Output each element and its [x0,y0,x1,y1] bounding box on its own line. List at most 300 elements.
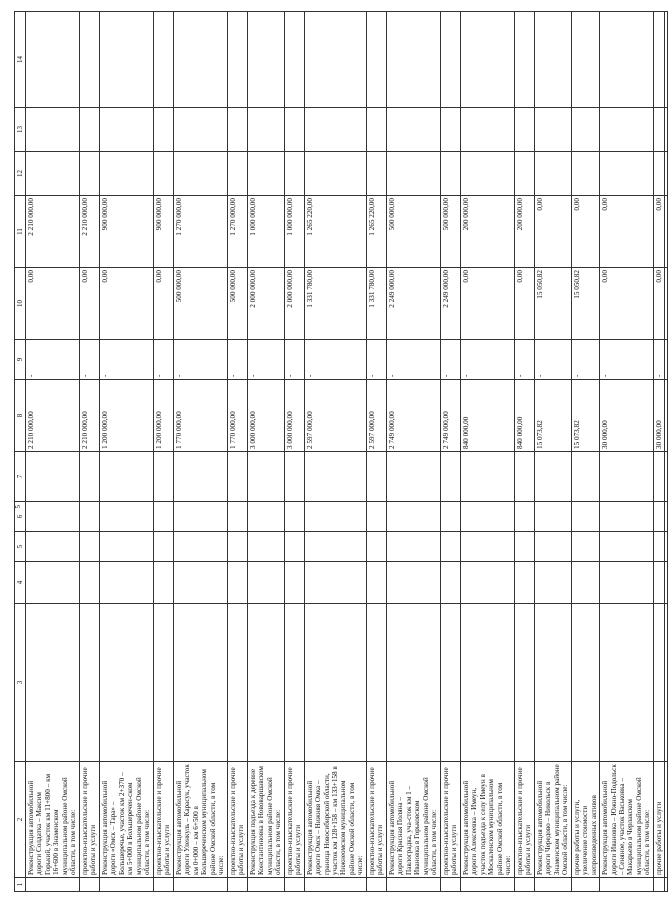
table-cell [386,502,440,532]
table-cell [79,452,99,502]
table-cell [99,532,153,562]
table-cell [99,604,153,762]
table-cell: 0,00 [571,196,599,268]
table-cell [514,152,534,196]
table-cell [26,604,80,762]
table-cell [665,196,668,268]
table-cell [227,532,247,562]
table-row [99,12,153,892]
table-cell [173,152,227,196]
table-cell [600,452,654,502]
table-cell [386,532,440,562]
table-cell [665,604,668,762]
table-cell [571,152,599,196]
table-cell [247,562,284,604]
table-cell [304,878,366,892]
table-cell [366,532,386,562]
table-cell [173,562,227,604]
table-cell [386,12,440,108]
table-cell [99,12,153,108]
budget-table [14,11,668,892]
table-cell [600,604,654,762]
table-cell: 1 770 000,00 [227,380,247,452]
table-cell: - [460,340,514,380]
table-cell: 840 000,00 [514,380,534,452]
table-cell [153,532,173,562]
table-cell [79,502,99,532]
table-cell [79,878,99,892]
table-cell [153,502,173,532]
table-cell [665,532,668,562]
table-cell: Реконструкция автомобильной дороги Солдатка – Максим Горький, участок км 11+800 – км 16+600 в Знаменском муниципальном районе Омской области, в том числе: [26,762,80,878]
table-cell [227,452,247,502]
table-cell [247,878,284,892]
table-cell [247,152,284,196]
table-cell [514,502,534,532]
table-cell [227,108,247,152]
table-cell [304,532,366,562]
table-cell: 500 000,00 [173,268,227,340]
table-cell: 1 200 000,00 [153,380,173,452]
table-cell [99,878,153,892]
table-cell [227,12,247,108]
table-cell [227,878,247,892]
table-cell: 1 770 000,00 [173,380,227,452]
table-cell [247,108,284,152]
table-cell [79,108,99,152]
header-cell: 13 [15,108,26,152]
table-cell [153,152,173,196]
table-cell [534,12,571,108]
table-row [26,12,80,892]
table-cell [304,604,366,762]
table-cell [247,452,284,502]
table-cell: Реконструкция автомобильной дороги Чередово – Никольск в Знаменском муниципальном районе Омской области, в том числе: [534,762,571,878]
table-cell: 1 331 780,00 [366,268,386,340]
table-cell [153,562,173,604]
table-cell [173,604,227,762]
table-cell [440,452,460,502]
page-number: 5 [14,505,22,509]
table-cell: 0,00 [653,196,664,268]
table-cell [26,12,80,108]
table-cell: 2 210 000,00 [79,196,99,268]
table-row [653,12,664,892]
table-cell: - [153,340,173,380]
table-row [366,12,386,892]
table-row [534,12,571,892]
table-cell [304,562,366,604]
table-cell: проектно-изыскательские и прочие работы и услуги [366,762,386,878]
table-cell [600,562,654,604]
table-sheet [14,12,663,892]
table-cell [173,878,227,892]
table-row [386,12,440,892]
table-cell: - [247,340,284,380]
table-cell [284,108,304,152]
table-cell [460,502,514,532]
table-cell [173,532,227,562]
table-cell [284,604,304,762]
table-cell [665,340,668,380]
table-cell [386,152,440,196]
table-cell [79,152,99,196]
header-cell [15,502,26,532]
table-cell [284,562,304,604]
table-cell: Реконструкция автомобильной дороги Омск – Нижняя Омка – граница Новосибирской области, участок км 128+158 – км 133+158 в Нижнеомском муниципальном районе Омской области, в том числе: [304,762,366,878]
table-cell [600,152,654,196]
table-cell [460,152,514,196]
table-row [153,12,173,892]
table-cell [79,12,99,108]
table-cell: Реконструкция автомобильной дороги «Омск – Тара» – Большеречье, участок км 2+370 – км 5+000 в Большеречен-ском муниципальном районе Омской области, в том числе: [99,762,153,878]
table-cell: 500 000,00 [440,196,460,268]
table-cell: 1 265 220,00 [366,196,386,268]
table-cell: 1 000 000,00 [284,196,304,268]
table-cell: - [227,340,247,380]
table-cell: - [600,340,654,380]
table-cell [665,502,668,532]
table-cell: проектно-изыскательские и прочие работы и услуги [284,762,304,878]
table-cell: 2 749 000,00 [386,380,440,452]
table-cell [571,452,599,502]
table-cell: 0,00 [99,268,153,340]
table-cell: 0,00 [26,268,80,340]
header-cell: 8 [15,380,26,452]
table-cell [571,502,599,532]
table-cell [366,878,386,892]
table-cell [665,268,668,340]
table-cell [227,604,247,762]
table-cell: Реконструкция автомобильной дороги Уленкуль – Карасук, участок км 0+000 – км 6+500 в Большереченском муниципальном районе Омской области, в том числе: [173,762,227,878]
table-cell [514,878,534,892]
table-row [79,12,99,892]
table-cell [440,152,460,196]
table-cell [460,878,514,892]
table-cell [440,12,460,108]
table-cell [571,562,599,604]
table-cell [284,878,304,892]
table-cell: - [440,340,460,380]
table-cell: проектно-изыскательские и прочие работы и услуги [153,762,173,878]
table-cell: 0,00 [600,268,654,340]
table-cell [366,108,386,152]
table-cell [440,604,460,762]
table-cell: 0,00 [460,268,514,340]
table-cell: 1 200 000,00 [99,380,153,452]
table-cell [514,12,534,108]
spacer-row [665,12,668,892]
table-cell: 2 249 000,00 [386,268,440,340]
header-cell: 9 [15,340,26,380]
table-cell: - [366,340,386,380]
table-cell [665,12,668,108]
table-cell: 15 050,82 [571,268,599,340]
table-cell [534,108,571,152]
table-cell [665,562,668,604]
table-cell [99,452,153,502]
table-cell: прочие работы и услуги [653,762,664,878]
table-row [247,12,284,892]
table-cell [653,878,664,892]
table-cell [653,12,664,108]
table-cell [173,108,227,152]
header-cell: 10 [15,268,26,340]
table-cell [386,878,440,892]
table-row [514,12,534,892]
table-cell: - [79,340,99,380]
table-cell [304,452,366,502]
table-cell: 1 000 000,00 [247,196,284,268]
table-cell [247,502,284,532]
table-cell: 3 000 000,00 [247,380,284,452]
table-row [600,12,654,892]
table-cell [26,878,80,892]
header-cell: 3 [15,604,26,762]
table-cell: проектно-изыскательские и прочие работы и услуги [79,762,99,878]
table-row [460,12,514,892]
table-cell [173,502,227,532]
table-cell [653,152,664,196]
table-cell [153,108,173,152]
table-cell [440,108,460,152]
table-cell [665,762,668,878]
table-cell: 1 331 780,00 [304,268,366,340]
header-row [15,12,26,892]
table-cell [600,12,654,108]
table-cell [600,108,654,152]
table-cell: - [514,340,534,380]
table-cell [173,452,227,502]
table-cell: 0,00 [653,268,664,340]
table-cell [600,878,654,892]
table-cell: 2 597 000,00 [304,380,366,452]
table-cell: 0,00 [600,196,654,268]
table-cell [653,108,664,152]
table-cell [460,562,514,604]
table-cell [227,562,247,604]
table-cell [304,502,366,532]
table-cell [600,502,654,532]
table-cell [366,604,386,762]
table-cell [386,604,440,762]
table-cell [284,452,304,502]
table-cell [99,152,153,196]
table-cell: 900 000,00 [99,196,153,268]
table-cell: - [304,340,366,380]
table-cell: Реконструкция автомобильной дороги Красная Поляна – Павлоградка, уча-сток км 1 – Ивановка в Горьковском муниципальном районе Омской области, в том числе: [386,762,440,878]
table-cell [366,152,386,196]
table-cell [247,532,284,562]
table-cell: - [386,340,440,380]
table-cell [153,878,173,892]
table-cell [665,380,668,452]
table-cell [514,562,534,604]
header-cell: 2 [15,762,26,878]
table-cell [26,532,80,562]
table-cell: - [99,340,153,380]
table-cell: 500 000,00 [386,196,440,268]
table-cell [284,12,304,108]
table-row [173,12,227,892]
table-cell [366,12,386,108]
table-cell: Реконструкция автомобильной дороги Ивановка – Южно-Подольск – Сеняное, участок Васьковка – Макарьево в Черлакском муниципальном районе Омской области, в том числе: [600,762,654,878]
table-cell: 30 000,00 [600,380,654,452]
table-cell [440,502,460,532]
table-cell [304,108,366,152]
table-cell [665,152,668,196]
table-cell [653,562,664,604]
table-cell: 3 000 000,00 [284,380,304,452]
table-row [227,12,247,892]
table-cell: 2 749 000,00 [440,380,460,452]
table-cell: 30 000,00 [653,380,664,452]
table-cell [304,152,366,196]
table-cell: Реконструкция автомобильной дороги Алексеевка – Имеун, участок подъезда к селу Имеун в Москаленском муниципальном районе Омской области, в том числе: [460,762,514,878]
table-cell: - [571,340,599,380]
table-cell [227,152,247,196]
table-cell: 2 000 000,00 [284,268,304,340]
table-cell [153,452,173,502]
table-cell: 15 073,82 [571,380,599,452]
table-row [304,12,366,892]
table-cell [514,532,534,562]
table-cell: 2 000 000,00 [247,268,284,340]
table-cell [366,452,386,502]
table-cell [366,502,386,532]
table-cell [460,108,514,152]
table-cell [284,532,304,562]
table-cell [386,452,440,502]
table-cell [653,452,664,502]
table-cell [571,532,599,562]
table-cell: - [534,340,571,380]
table-cell [571,878,599,892]
table-row [284,12,304,892]
header-cell: 14 [15,12,26,108]
table-cell [460,452,514,502]
table-cell [534,604,571,762]
table-cell: 2 210 000,00 [26,380,80,452]
table-cell [79,532,99,562]
table-cell [665,452,668,502]
header-cell-label: 6 [15,514,24,519]
table-cell [571,108,599,152]
table-cell [26,452,80,502]
table-cell: 2 210 000,00 [26,196,80,268]
table-cell [653,502,664,532]
table-cell: проектно-изыскательские и прочие работы и услуги [440,762,460,878]
table-cell [514,604,534,762]
table-cell [440,562,460,604]
table-cell [304,12,366,108]
table-cell: проектно-изыскательские и прочие работы и услуги [227,762,247,878]
table-cell [99,562,153,604]
table-cell: 15 073,82 [534,380,571,452]
table-cell: - [284,340,304,380]
table-cell: 2 249 000,00 [440,268,460,340]
header-cell: 12 [15,152,26,196]
table-cell [653,532,664,562]
table-cell [26,152,80,196]
table-cell [26,562,80,604]
table-cell [440,878,460,892]
table-cell [386,108,440,152]
table-cell [514,452,534,502]
table-cell [514,108,534,152]
table-cell [665,878,668,892]
table-cell [460,604,514,762]
table-cell [79,562,99,604]
header-cell: 7 [15,452,26,502]
table-cell [534,152,571,196]
table-cell: 200 000,00 [460,196,514,268]
table-cell [571,12,599,108]
table-cell [534,562,571,604]
table-cell [534,452,571,502]
header-cell: 5 [15,532,26,562]
table-cell [534,502,571,532]
table-cell [571,604,599,762]
table-cell: - [26,340,80,380]
table-cell: 0,00 [79,268,99,340]
table-cell [99,108,153,152]
table-cell [26,502,80,532]
table-cell [366,562,386,604]
table-cell: - [173,340,227,380]
table-cell: Реконструкция подъезда к деревне Константиновка в Нововаршавском муниципальном районе Омской области, в том числе: [247,762,284,878]
table-row [571,12,599,892]
table-cell [386,562,440,604]
table-cell: 200 000,00 [514,196,534,268]
table-cell: 0,00 [514,268,534,340]
table-row [440,12,460,892]
table-cell [99,502,153,532]
table-cell: 2 597 000,00 [366,380,386,452]
table-cell [534,878,571,892]
table-cell: 1 270 000,00 [173,196,227,268]
table-cell: 2 210 000,00 [79,380,99,452]
table-cell [26,108,80,152]
table-cell [247,604,284,762]
table-cell [153,604,173,762]
table-cell [440,532,460,562]
table-cell: 500 000,00 [227,268,247,340]
table-cell [460,12,514,108]
table-cell: проектно-изыскательские и прочие работы и услуги [514,762,534,878]
table-cell [79,604,99,762]
table-cell: 0,00 [534,196,571,268]
table-cell [227,502,247,532]
table-cell [173,12,227,108]
table-cell [247,12,284,108]
table-cell: 840 000,00 [460,380,514,452]
table-cell: - [653,340,664,380]
table-cell: прочие работы и услуги, увеличение стоимости непроизведенных активов [571,762,599,878]
table-cell [653,604,664,762]
header-cell: 11 [15,196,26,268]
table-cell [665,108,668,152]
header-cell: 4 [15,562,26,604]
table-cell: 900 000,00 [153,196,173,268]
table-cell [600,532,654,562]
table-cell: 0,00 [153,268,173,340]
table-cell [153,12,173,108]
table-cell [534,532,571,562]
table-cell: 1 265 220,00 [304,196,366,268]
table-cell [284,152,304,196]
table-cell [284,502,304,532]
